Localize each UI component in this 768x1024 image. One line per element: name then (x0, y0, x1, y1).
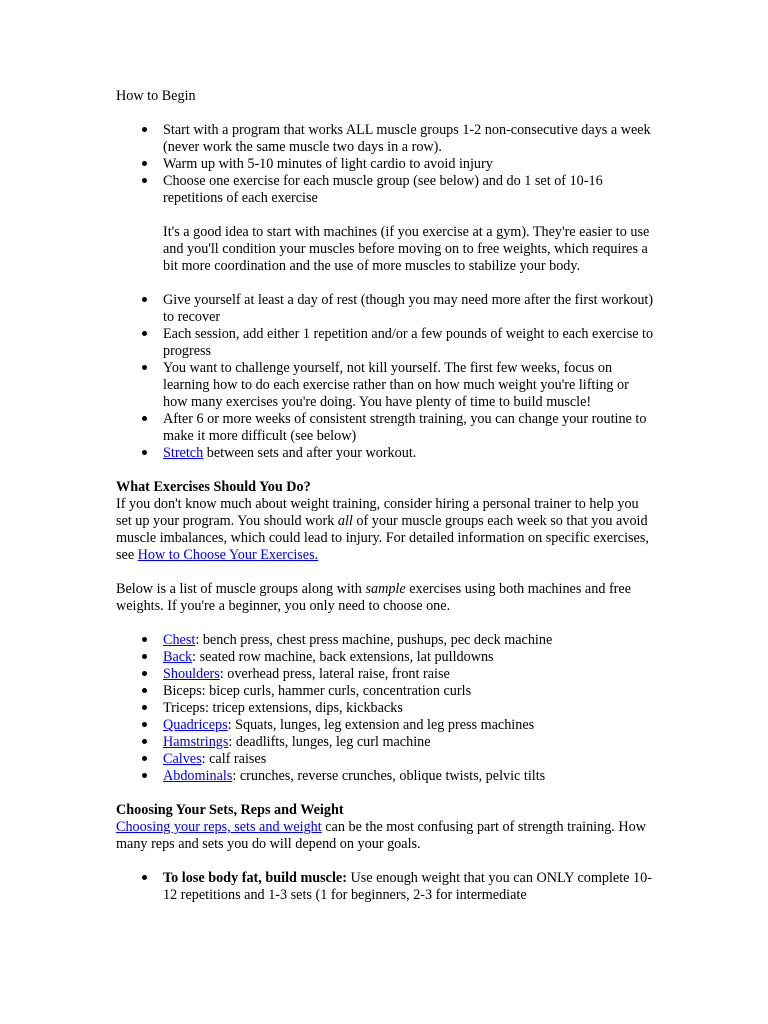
list-item: Stretch between sets and after your workout. (116, 445, 656, 462)
back-link[interactable]: Back (163, 649, 193, 665)
bullet-icon (138, 156, 150, 173)
list-item: Calves: calf raises (116, 751, 656, 768)
bullet-icon (138, 717, 150, 734)
list-item: Each session, add either 1 repetition and/or a few pounds of weight to each exercise to progress (116, 326, 656, 360)
bullet-icon (138, 768, 150, 785)
how-to-begin-heading: How to Begin (116, 88, 196, 104)
sets-reps-heading: Choosing Your Sets, Reps and Weight (116, 802, 344, 818)
list-item: Back: seated row machine, back extensions, lat pulldowns (116, 649, 656, 666)
chest-link[interactable]: Chest (163, 632, 196, 648)
list-item: Biceps: bicep curls, hammer curls, concentration curls (116, 683, 656, 700)
bullet-icon (138, 360, 150, 377)
bullet-icon (138, 666, 150, 683)
quadriceps-link[interactable]: Quadriceps (163, 717, 228, 733)
bullet-icon (138, 445, 150, 462)
bullet-icon (138, 632, 150, 649)
bullet-icon (138, 683, 150, 700)
stretch-link[interactable]: Stretch (163, 445, 204, 461)
document-content (116, 88, 656, 904)
list-item: Abdominals: crunches, reverse crunches, oblique twists, pelvic tilts (116, 768, 656, 785)
list-item: Warm up with 5-10 minutes of light cardio to avoid injury (116, 156, 656, 173)
machine-note: It's a good idea to start with machines (if you exercise at a gym). They're easier to use and you'll condition your muscles before moving on to free weights, which requires a bit more coordination and the use of more muscles to stabilize your body. (163, 224, 650, 274)
bullet-icon (138, 122, 150, 139)
list-item: To lose body fat, build muscle: Use enough weight that you can ONLY complete 10-12 repetitions and 1-3 sets (1 for beginners, 2-3 for intermediate (116, 870, 656, 904)
list-item: Start with a program that works ALL muscle groups 1-2 non-consecutive days a week (never work the same muscle two days in a row). (116, 122, 656, 156)
begin-list (116, 122, 656, 207)
choose-exercises-link[interactable]: How to Choose Your Exercises. (137, 547, 319, 563)
exercises-paragraph: If you don't know much about weight training, consider hiring a personal trainer to help you set up your program. You should work all of your muscle groups each week so that you avoid muscle imbalances, which could lead to injury. For detailed information on specific exercises, see How to Choose Your Exercises. (116, 496, 649, 563)
shoulders-link[interactable]: Shoulders (163, 666, 220, 682)
sets-paragraph: Choosing your reps, sets and weight can be the most confusing part of strength training. How many reps and sets you do will depend on your goals. (116, 819, 646, 852)
list-item: Choose one exercise for each muscle group (see below) and do 1 set of 10-16 repetitions of each exercise (116, 173, 656, 207)
list-item: Triceps: tricep extensions, dips, kickbacks (116, 700, 656, 717)
list-item: Give yourself at least a day of rest (though you may need more after the first workout) to recover (116, 292, 656, 326)
calves-link[interactable]: Calves (163, 751, 202, 767)
abdominals-link[interactable]: Abdominals (163, 768, 233, 784)
bullet-icon (138, 411, 150, 428)
hamstrings-link[interactable]: Hamstrings (163, 734, 229, 750)
triceps-label: Triceps (163, 700, 206, 716)
list-item: Quadriceps: Squats, lunges, leg extension and leg press machines (116, 717, 656, 734)
choosing-reps-link[interactable]: Choosing your reps, sets and weight (116, 819, 322, 835)
goals-list (116, 870, 656, 904)
list-item: Shoulders: overhead press, lateral raise, front raise (116, 666, 656, 683)
bullet-icon (138, 734, 150, 751)
bullet-icon (138, 700, 150, 717)
muscle-intro-paragraph: Below is a list of muscle groups along with sample exercises using both machines and free weights. If you're a beginner, you only need to choose one. (116, 581, 632, 614)
bullet-icon (138, 173, 150, 190)
bullet-icon (138, 649, 150, 666)
bullet-icon (138, 870, 150, 887)
bullet-icon (138, 292, 150, 309)
exercises-heading: What Exercises Should You Do? (116, 479, 311, 495)
muscle-group-list (116, 632, 656, 785)
bullet-icon (138, 326, 150, 343)
list-item: You want to challenge yourself, not kill yourself. The first few weeks, focus on learning how to do each exercise rather than on how much weight you're lifting or how many exercises you're doing. You have plenty of time to build muscle! (116, 360, 656, 411)
biceps-label: Biceps (163, 683, 202, 699)
list-item: After 6 or more weeks of consistent strength training, you can change your routine to make it more difficult (see below) (116, 411, 656, 445)
bullet-icon (138, 751, 150, 768)
list-item: Chest: bench press, chest press machine, pushups, pec deck machine (116, 632, 656, 649)
list-item: Hamstrings: deadlifts, lunges, leg curl machine (116, 734, 656, 751)
begin-list-continued (116, 292, 656, 462)
